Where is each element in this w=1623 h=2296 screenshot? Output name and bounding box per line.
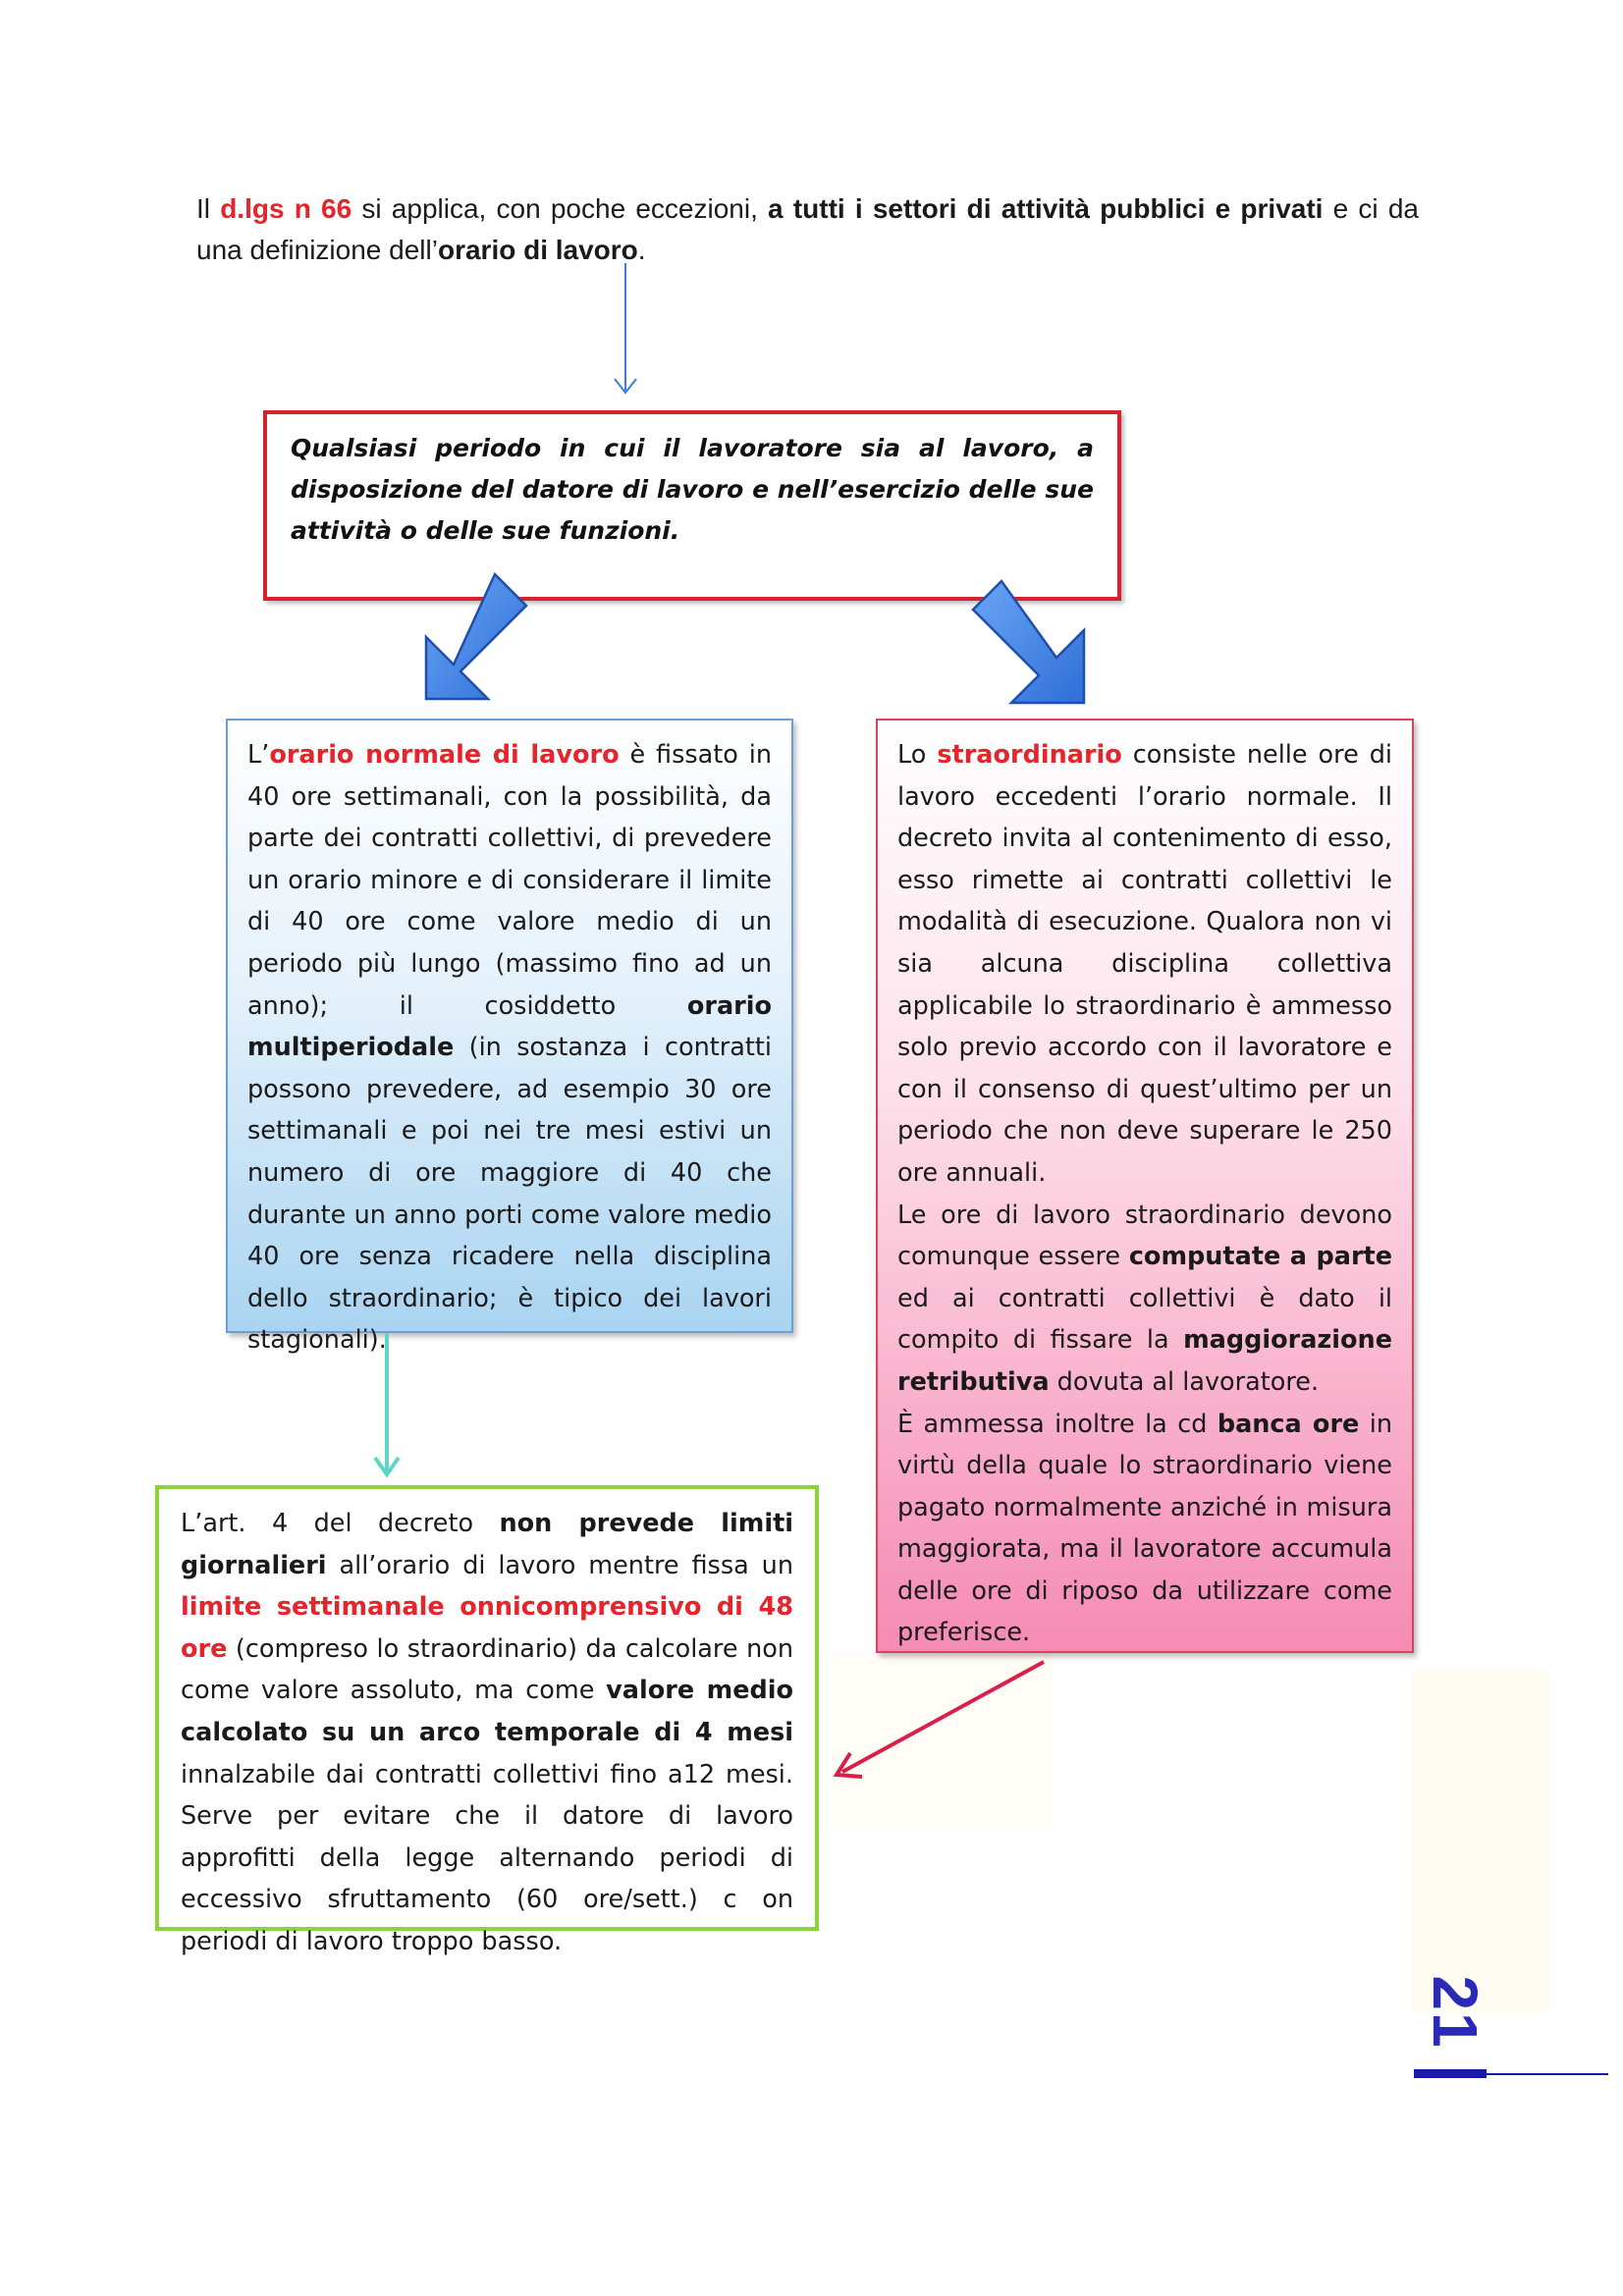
overtime-term: straordinario [937,740,1122,770]
box-text: è fissato in 40 ore settimanali, con la possibilità, da parte dei contratti collettivi, di prevedere un orario minore e di considerare il limite di 40 ore come valore medio di un periodo più lungo (massimo fino ad un anno); il cosiddetto [247,740,772,1021]
box-text: L’ [247,740,270,770]
intro-text: e ci da una definizione dell’ [196,193,1419,265]
box-text: innalzabile dai contratti collettivi fino a12 mesi. Serve per evitare che il datore di lavoro approfitti della legge alternando periodi di eccessivo sfruttamento (60 ore/sett.) c on periodi di lavoro troppo basso. [181,1759,793,1956]
intro-text: . [637,235,646,265]
box-text: ed ai contratti collettivi è dato il compito di fissare la [897,1283,1392,1356]
box-text: dovuta al lavoratore. [1049,1366,1320,1397]
left-block-arrow [426,574,526,699]
box-text: all’orario di lavoro mentre fissa un [326,1550,793,1580]
page-number-bar [1414,2069,1487,2078]
box-text: (in sostanza i contratti possono prevedere, ad esempio 30 ore settimanali e poi nei tre mesi estivi un numero di ore maggiore di 40 che durante un anno porti come valore medio 40 ore senza ricadere nella disciplina dello straordinario; è tipico dei lavori stagionali). [247,1033,772,1356]
thin-blue-arrow [615,263,636,393]
law-reference: d.lgs n 66 [220,193,352,224]
box-bold-text: computate a parte [1128,1242,1393,1272]
right-block-arrow [973,581,1084,703]
box-bold-text: maggiorazione retributiva [897,1325,1392,1397]
box-text: Lo [897,740,938,770]
box-text: (compreso lo straordinario) da calcolare non come valore assoluto, ma come [181,1633,793,1706]
box-text: in virtù della quale lo straordinario viene pagato normalmente anziché in misura maggiorata, ma il lavoratore accumula delle ore di riposo da utilizzare come preferisce. [897,1409,1392,1648]
teal-arrow [375,1333,399,1474]
box-text: Le ore di lavoro straordinario devono comunque essere [897,1200,1392,1272]
box-text: consiste nelle ore di lavoro eccedenti l’orario normale. Il decreto invita al contenimento di esso, esso rimette ai contratti collettivi le modalità di esecuzione. Qualora non vi sia alcuna disciplina collettiva applicabile lo straordinario è ammesso solo previo accordo con il lavoratore e con il consenso di quest’ultimo per un periodo che non deve superare le 250 ore annuali. [897,740,1392,1188]
box-text: È ammessa inoltre la cd [897,1409,1217,1439]
box-bold-text: valore medio calcolato su un arco temporale di 4 mesi [181,1676,794,1747]
box-text: L’art. 4 del decreto [181,1509,500,1538]
page-number-line [1487,2073,1608,2075]
intro-bold-text: orario di lavoro [437,235,638,265]
intro-text: si applica, con poche eccezioni, [352,193,769,224]
box-bold-text: orario multiperiodale [247,990,772,1063]
box-bold-text: banca ore [1217,1409,1360,1439]
normal-hours-term: orario normale di lavoro [269,740,620,770]
weekly-limit-term: limite settimanale onnicomprensivo di 48 ore [181,1592,793,1664]
intro-text: Il [196,193,221,224]
definition-text: Qualsiasi periodo in cui il lavoratore sia al lavoro, a disposizione del datore di lavoro e nell’esercizio delle sue attività o delle sue funzioni. [291,434,1094,545]
box-bold-text: non prevede limiti giornalieri [181,1509,793,1580]
page-number: 21 [1420,1975,1490,2050]
intro-bold-text: a tutti i settori di attività pubblici e privati [768,193,1324,224]
red-arrow [837,1662,1044,1777]
